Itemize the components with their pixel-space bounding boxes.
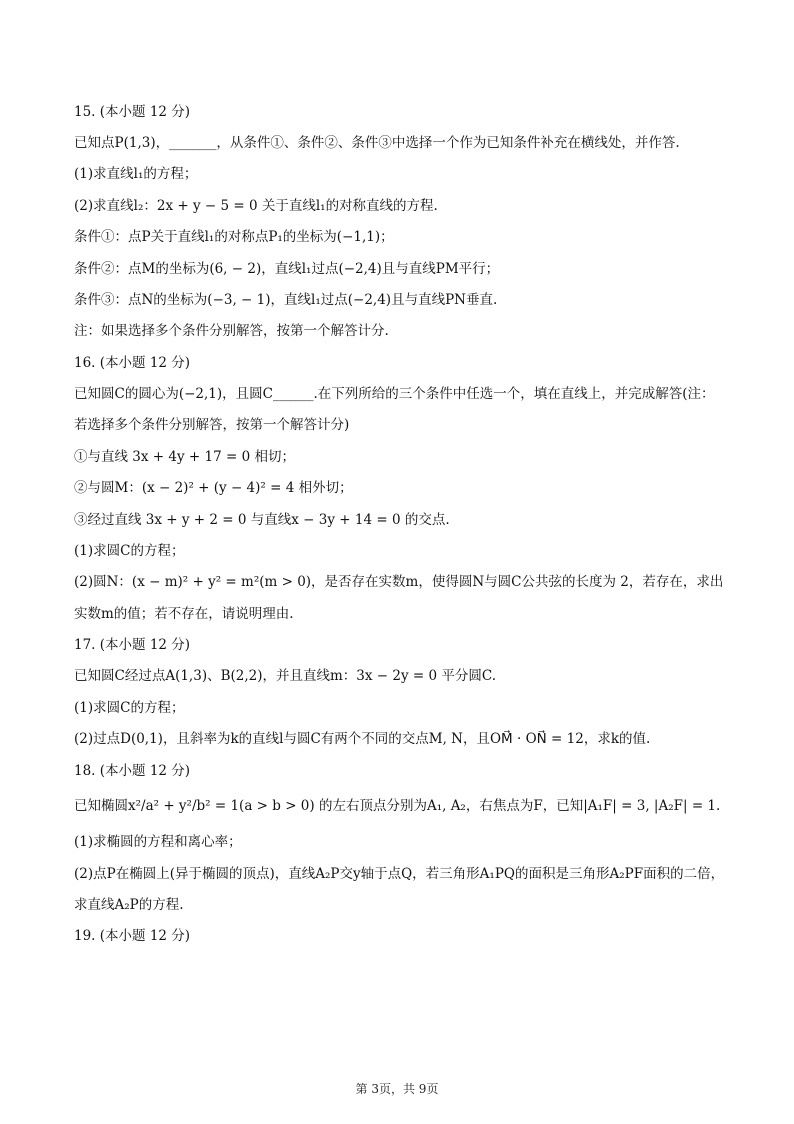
q18-heading: 18. (本小题 12 分) — [74, 763, 191, 779]
q15-condition-1: 条件①：点P关于直线l₁的对称点P₁的坐标为(−1,1)； — [74, 229, 394, 245]
q17-stem: 已知圆C经过点A(1,3)、B(2,2)，并且直线m：3x − 2y = 0 平分圆C. — [74, 668, 497, 684]
q15-part-1: (1)求直线l₁的方程； — [74, 166, 198, 182]
q18-stem: 已知椭圆x²/a² + y²/b² = 1(a > b > 0) 的左右顶点分别为A₁, A₂，右焦点为F，已知|A₁F| = 3, |A₂F| = 1. — [74, 798, 721, 814]
q15-condition-3: 条件③：点N的坐标为(−3, − 1)，直线l₁过点(−2,4)且与直线PN垂直. — [74, 292, 498, 308]
q17-heading: 17. (本小题 12 分) — [74, 637, 191, 653]
q16-option-2: ②与圆M：(x − 2)² + (y − 4)² = 4 相外切； — [74, 480, 353, 496]
q16-stem-line-1: 已知圆C的圆心为(−2,1)，且圆C______.在下列所给的三个条件中任选一个，填在直线上，并完成解答(注： — [74, 386, 715, 402]
q15-part-2: (2)求直线l₂：2x + y − 5 = 0 关于直线l₁的对称直线的方程. — [74, 198, 438, 214]
q18-part-2-line-1: (2)点P在椭圆上(异于椭圆的顶点)，直线A₂P交y轴于点Q，若三角形A₁PQ的面积是三角形A₂PF面积的二倍， — [74, 866, 725, 882]
q16-part-2-line-1: (2)圆N：(x − m)² + y² = m²(m > 0)，是否存在实数m，使得圆N与圆C公共弦的长度为 2，若存在，求出 — [74, 574, 724, 590]
q16-part-2-line-2: 实数m的值；若不存在，请说明理由. — [74, 606, 294, 622]
q15-condition-2: 条件②：点M的坐标为(6, − 2)，直线l₁过点(−2,4)且与直线PM平行； — [74, 261, 500, 277]
page-footer: 第 3页，共 9页 — [355, 1082, 439, 1096]
q16-option-1: ①与直线 3x + 4y + 17 = 0 相切； — [74, 449, 295, 465]
q16-stem-line-2: 若选择多个条件分别解答，按第一个解答计分) — [74, 417, 350, 433]
q16-part-1: (1)求圆C的方程； — [74, 543, 185, 559]
q17-part-2: (2)过点D(0,1)，且斜率为k的直线l与圆C有两个不同的交点M, N，且OM⃗ · ON⃗ = 12，求k的值. — [74, 731, 651, 747]
q15-heading: 15. (本小题 12 分) — [74, 104, 191, 120]
q18-part-2-line-2: 求直线A₂P的方程. — [74, 897, 184, 913]
q16-heading: 16. (本小题 12 分) — [74, 355, 191, 371]
q19-heading: 19. (本小题 12 分) — [74, 928, 191, 944]
q18-part-1: (1)求椭圆的方程和离心率； — [74, 834, 242, 850]
q15-note: 注：如果选择多个条件分别解答，按第一个解答计分. — [74, 323, 389, 339]
q17-part-1: (1)求圆C的方程； — [74, 700, 185, 716]
q15-stem: 已知点P(1,3)，_______，从条件①、条件②、条件③中选择一个作为已知条件补充在横线处，并作答. — [74, 135, 680, 151]
q16-option-3: ③经过直线 3x + y + 2 = 0 与直线x − 3y + 14 = 0 的交点. — [74, 512, 450, 528]
